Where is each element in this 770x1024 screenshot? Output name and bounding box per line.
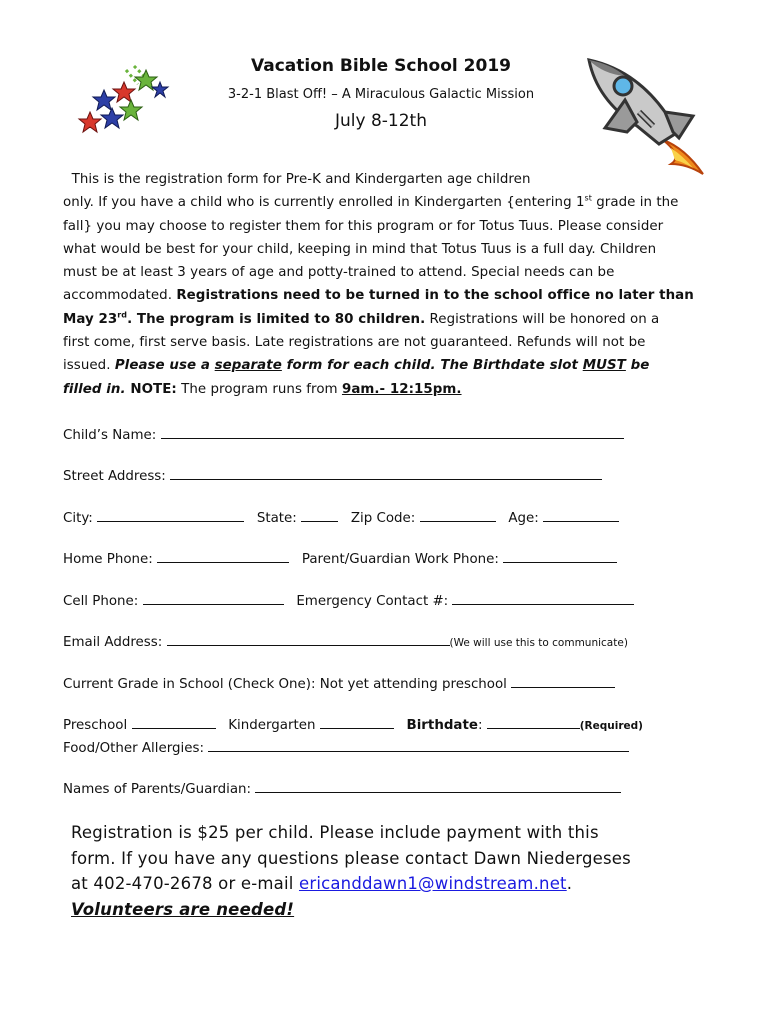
allergies-row: Food/Other Allergies: (63, 738, 629, 756)
cell-phone-field[interactable] (143, 591, 284, 605)
emergency-contact-field[interactable] (452, 591, 634, 605)
grade-row: Current Grade in School (Check One): Not yet attending preschool (63, 674, 615, 692)
city-field[interactable] (97, 508, 244, 522)
page-subtitle: 3-2-1 Blast Off! – A Miraculous Galactic Mission (227, 87, 535, 102)
zip-code-field[interactable] (420, 508, 496, 522)
kindergarten-checkbox[interactable] (320, 715, 394, 729)
street-address-row: Street Address: (63, 466, 602, 484)
birthdate-field[interactable] (487, 715, 580, 729)
program-hours: 9am.- 12:15pm. (341, 381, 462, 397)
allergies-field[interactable] (208, 738, 629, 752)
not-yet-preschool-checkbox[interactable] (511, 674, 615, 688)
contact-email-link[interactable]: ericanddawn1@windstream.net (298, 874, 567, 893)
city-state-row: City: State: Zip Code: Age: (63, 508, 619, 526)
parents-field[interactable] (255, 779, 621, 793)
intro-paragraph: This is the registration form for Pre-K and Kindergarten age children only. If you have a child who is currently enrolled in Kindergarten {entering 1st grade in the fall} you may choose to register them for this program or for Totus Tuus. Please consider what would be best for your child, keeping in mind that Totus Tuus is a full day. Children must be at least 3 years of age and potty-trained to attend. Special needs can be accommodated. Registrations need to be turned in to the school office no later than May 23rd. The program is limited to 80 children. Registrations will be honored on a first come, first serve basis. Late registrations are not guaranteed. Refunds will not be issued. Please use a separate form for each child. The Birthdate slot MUST be filled in. NOTE: The program runs from 9am.- 12:15pm. (63, 172, 694, 397)
work-phone-field[interactable] (503, 549, 617, 563)
grade-options-row: Preschool Kindergarten Birthdate: (Required) (63, 715, 643, 733)
event-dates: July 8-12th (335, 111, 427, 131)
age-field[interactable] (543, 508, 619, 522)
page-title: Vacation Bible School 2019 (251, 56, 511, 76)
email-field[interactable] (167, 632, 450, 646)
cell-emergency-row: Cell Phone: Emergency Contact #: (63, 591, 634, 609)
preschool-checkbox[interactable] (132, 715, 216, 729)
email-row: Email Address: (We will use this to communicate) (63, 632, 628, 650)
deadline-notice: Registrations need to be turned in to the school office no later than (176, 288, 694, 304)
phone-row: Home Phone: Parent/Guardian Work Phone: (63, 549, 617, 567)
home-phone-field[interactable] (157, 549, 289, 563)
street-address-field[interactable] (170, 466, 602, 480)
volunteers-notice: Volunteers are needed! (71, 899, 295, 919)
payment-info: Registration is $25 per child. Please include payment with this form. If you have any questions please contact Dawn Niedergeses at 402-470-2678 or e-mail ericanddawn1@windstream.net. Volunteers are needed! (71, 820, 631, 922)
child-name-field[interactable] (161, 425, 624, 439)
parents-row: Names of Parents/Guardian: (63, 779, 621, 797)
state-field[interactable] (301, 508, 338, 522)
child-name-row: Child’s Name: (63, 425, 624, 443)
